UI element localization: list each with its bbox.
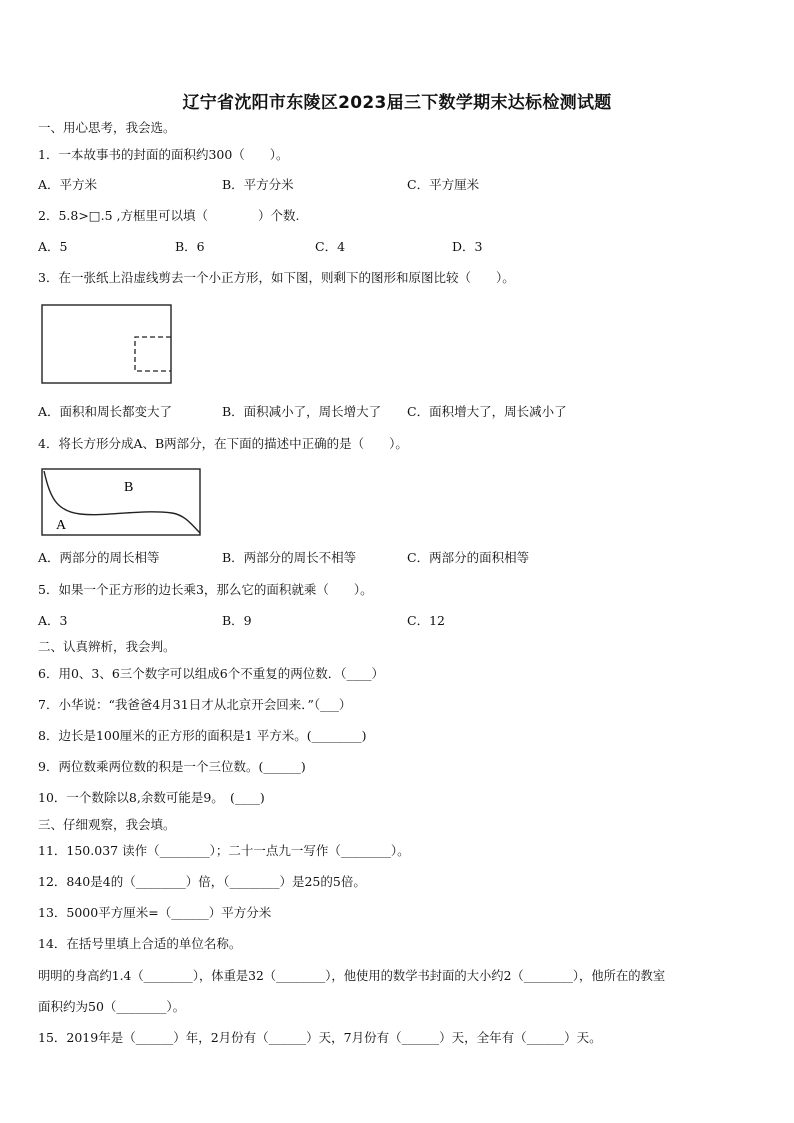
- question-8: 8．边长是100厘米的正方形的面积是1 平方米。(________): [38, 728, 367, 743]
- question-14: 14．在括号里填上合适的单位名称。: [38, 936, 242, 951]
- q1-option-a: A．平方米: [38, 177, 98, 192]
- q5-option-a: A．3: [38, 613, 68, 628]
- question-1: 1．一本故事书的封面的面积约300（ ）。: [38, 147, 289, 162]
- question-12: 12．840是4的（________）倍，（________）是25的5倍。: [38, 874, 366, 889]
- q4-option-b: B．两部分的周长不相等: [222, 550, 357, 565]
- question-10: 10．一个数除以8,余数可能是9。 (____): [38, 790, 265, 805]
- q2-option-d: D．3: [452, 239, 483, 254]
- page-title: 辽宁省沈阳市东陵区2023届三下数学期末达标检测试题: [182, 93, 612, 113]
- q1-option-c: C．平方厘米: [407, 177, 480, 192]
- q3-option-b: B．面积减小了，周长增大了: [222, 404, 382, 419]
- q2-option-a: A．5: [38, 239, 68, 254]
- question-5: 5．如果一个正方形的边长乘3，那么它的面积就乘（ ）。: [38, 582, 373, 597]
- q2-option-b: B．6: [175, 239, 205, 254]
- q2-option-c: C．4: [315, 239, 346, 254]
- question-7: 7．小华说：“我爸爸4月31日才从北京开会回来．”（___）: [38, 697, 352, 712]
- question-14-line-2: 面积约为50（________）。: [38, 999, 186, 1014]
- q3-option-c: C．面积增大了，周长减小了: [407, 404, 567, 419]
- q1-option-b: B．平方分米: [222, 177, 294, 192]
- q5-option-b: B．9: [222, 613, 252, 628]
- question-9: 9．两位数乘两位数的积是一个三位数。(______): [38, 759, 306, 774]
- section-heading-judge: 二、认真辨析，我会判。: [38, 639, 176, 654]
- section-heading-choice: 一、用心思考，我会选。: [38, 120, 176, 135]
- question-14-line-1: 明明的身高约1.4（________），体重是32（________），他使用的数学书封面的大小约2（________），他所在的教室: [38, 969, 666, 983]
- q3-rectangle-figure: [40, 303, 174, 385]
- question-3: 3．在一张纸上沿虚线剪去一个小正方形，如下图，则剩下的图形和原图比较（ ）。: [38, 270, 515, 285]
- question-2: 2．5.8>□.5 ,方框里可以填（ ）个数.: [38, 208, 300, 223]
- q4-option-c: C．两部分的面积相等: [407, 550, 530, 565]
- question-4: 4．将长方形分成A、B两部分，在下面的描述中正确的是（ ）。: [38, 436, 408, 451]
- q4-divided-rectangle-figure: [40, 467, 202, 537]
- q3-option-a: A．面积和周长都变大了: [38, 404, 173, 419]
- question-6: 6．用0、3、6三个数字可以组成6个不重复的两位数．（____）: [38, 666, 385, 681]
- q4-label-b: B: [124, 480, 134, 495]
- q4-option-a: A．两部分的周长相等: [38, 550, 160, 565]
- question-11: 11．150.037 读作（________）；二十一点九一写作（________）。: [38, 843, 410, 858]
- section-heading-fill: 三、仔细观察，我会填。: [38, 817, 176, 832]
- q5-option-c: C．12: [407, 613, 445, 628]
- q4-label-a: A: [56, 518, 67, 533]
- question-15: 15．2019年是（______）年，2月份有（______）天，7月份有（______）天，全年有（______）天。: [38, 1030, 602, 1045]
- question-13: 13．5000平方厘米=（______）平方分米: [38, 905, 272, 920]
